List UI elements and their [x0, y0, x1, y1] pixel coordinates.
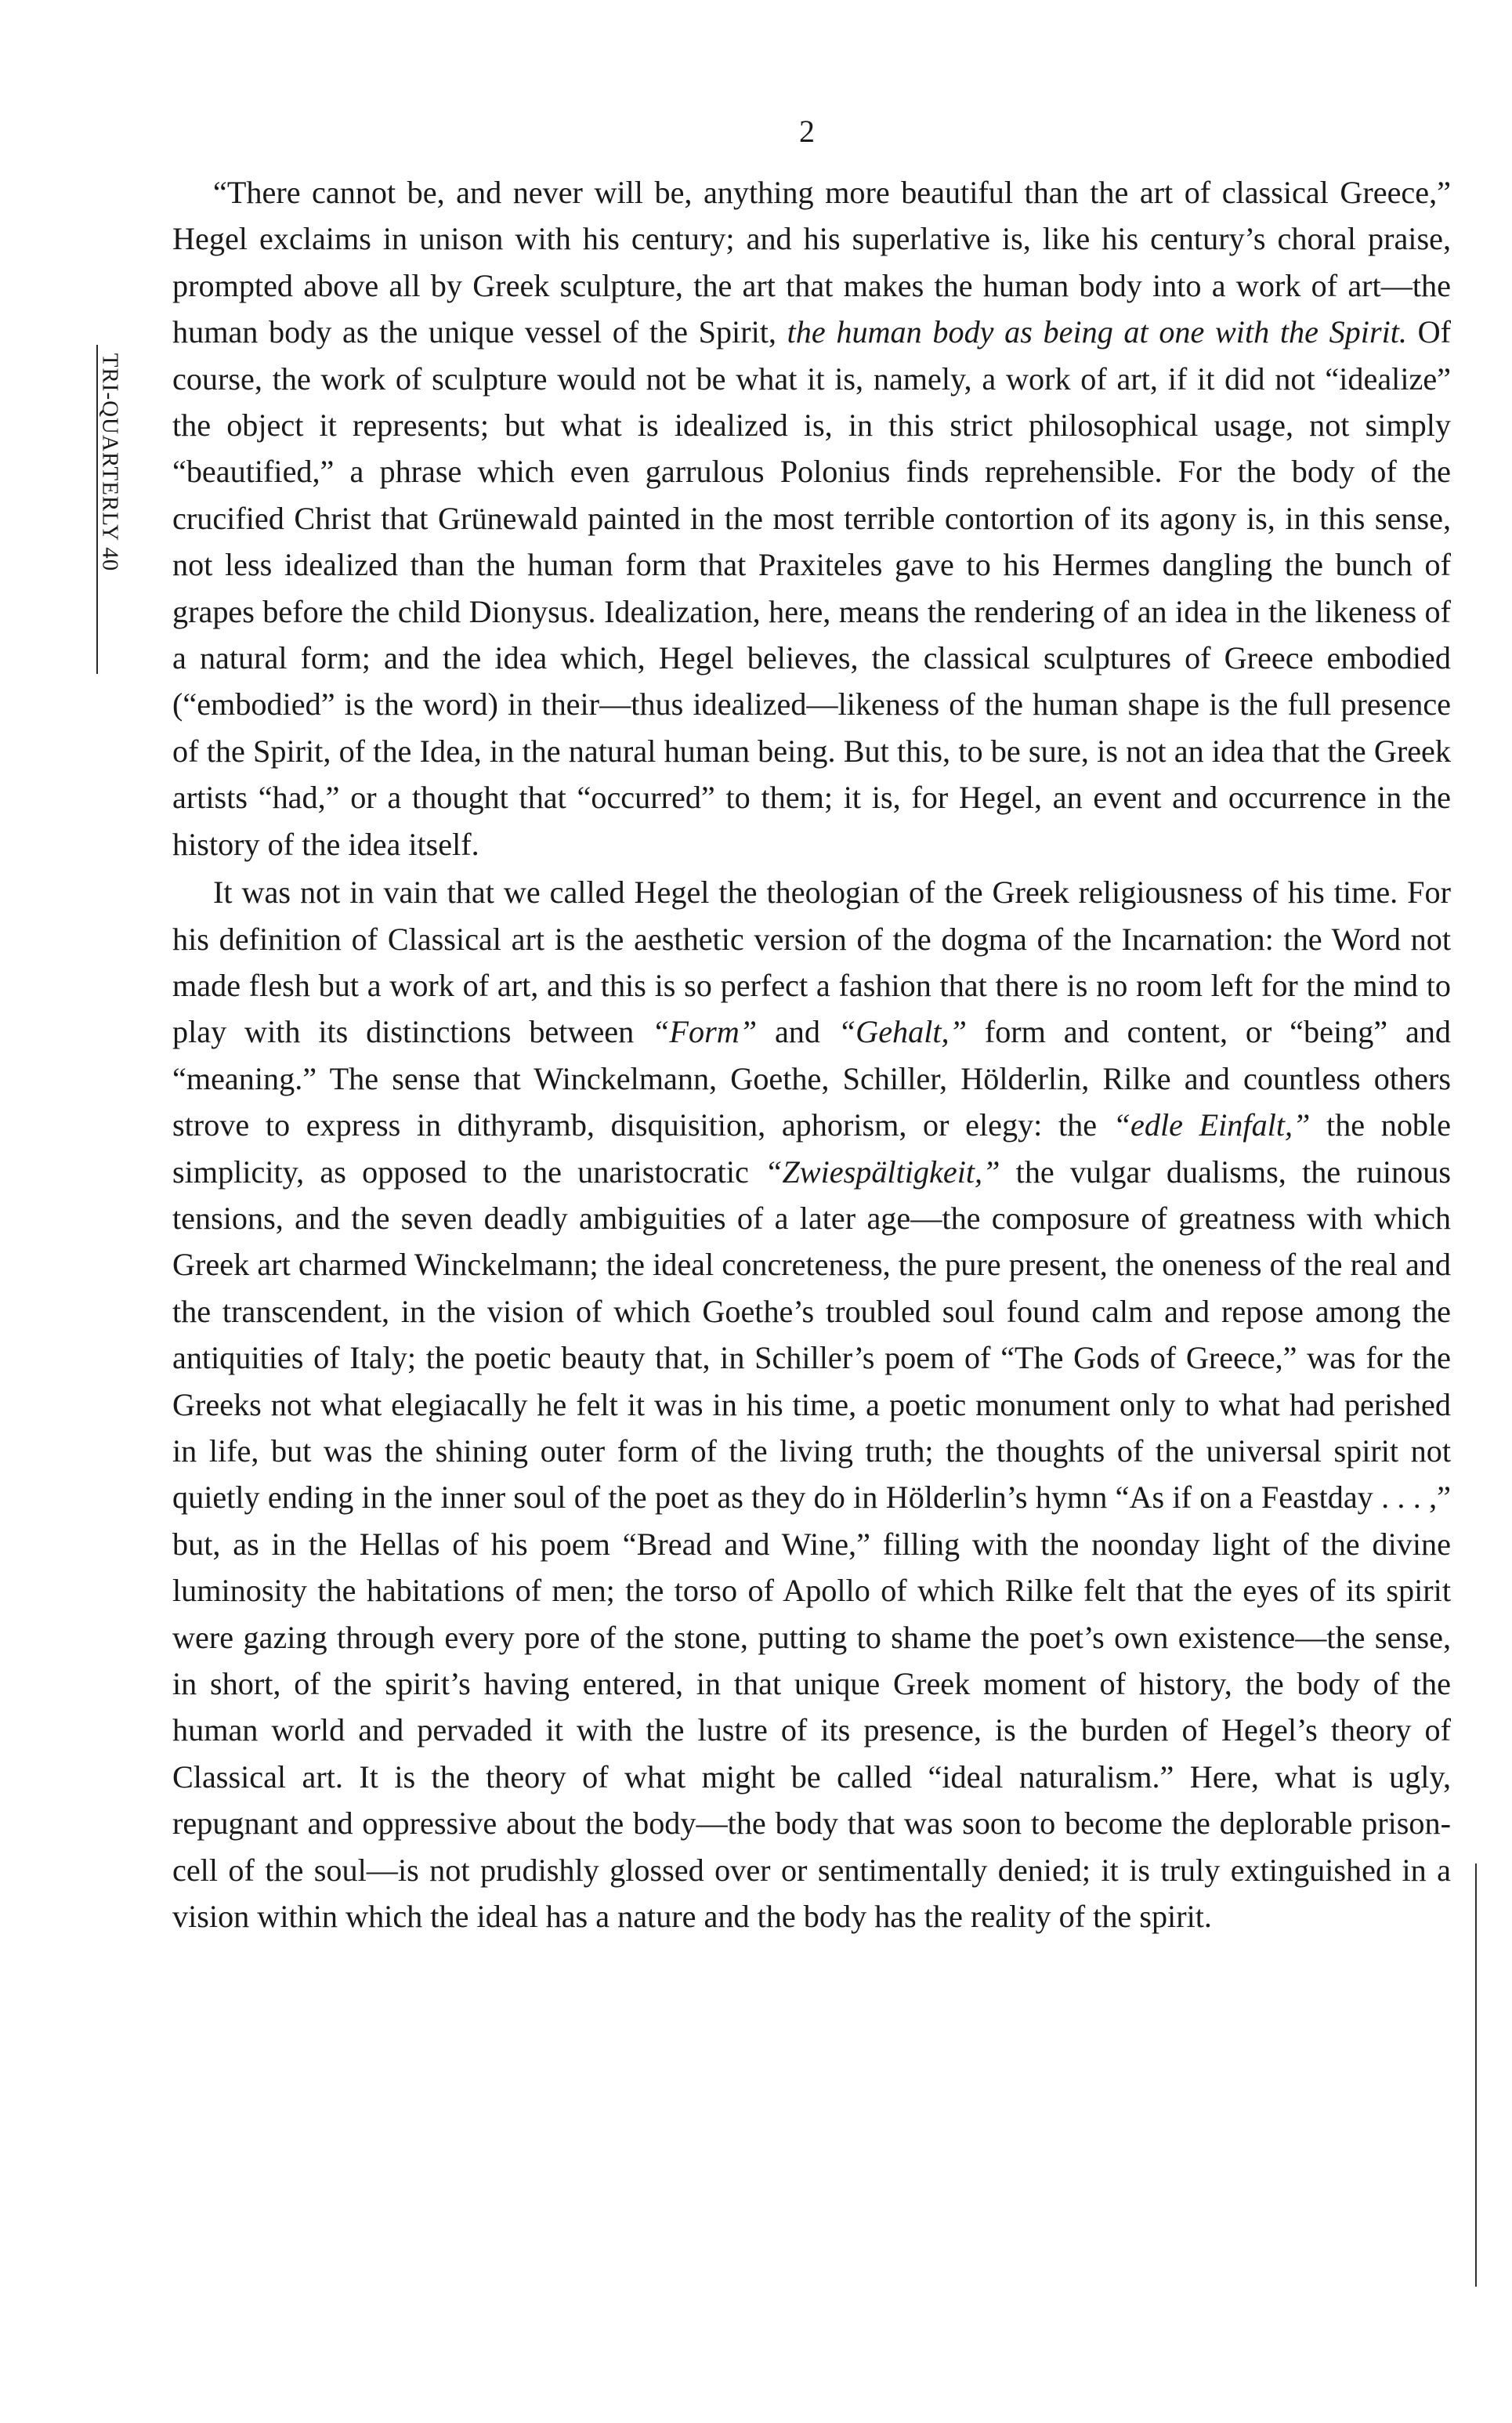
italic-segment: “edle Einfalt,” — [1112, 1107, 1311, 1143]
running-header: TRI-QUARTERLY 40 — [97, 353, 123, 572]
italic-segment: “Zwiespältigkeit,” — [765, 1154, 1000, 1190]
margin-bar — [1475, 1863, 1477, 2287]
article-body — [172, 169, 1451, 1939]
page-number: 2 — [799, 114, 815, 149]
paragraph-1 — [172, 169, 1451, 867]
header-rule — [96, 345, 98, 674]
paragraph-2 — [172, 869, 1451, 1939]
text-segment: “There cannot be, and never will be, anything more beautiful than the art of classical Greece,” Hegel exclaims in unison with his century; and his superlative is, like his century’s choral praise, prompted above all by Greek sculpture, the art that makes the human body into a work of art—the human body as the unique vessel of the Spirit, — [172, 175, 1451, 350]
text-segment: the vulgar dualisms, the ruinous tensions, and the seven deadly ambiguities of a later age—the composure of greatness with which Greek art charmed Winckelmann; the ideal concreteness, the pure present, the oneness of the real and the transcendent, in the vision of which Goethe’s troubled soul found calm and repose among the antiquities of Italy; the poetic beauty that, in Schiller’s poem of “The Gods of Greece,” was for the Greeks not what elegiacally he felt it was in his time, a poetic monument only to what had perished in life, but was the shining outer form of the living truth; the thoughts of the universal spirit not quietly ending in the inner soul of the poet as they do in Hölderlin’s hymn “As if on a Feastday . . . ,” but, as in the Hellas of his poem “Bread and Wine,” filling with the noonday light of the divine luminosity the habitations of men; the torso of Apollo of which Rilke felt that the eyes of its spirit were gazing through every pore of the stone, putting to shame the poet’s own existence—the sense, in short, of the spirit’s having entered, in that unique Greek moment of history, the body of the human world and pervaded it with the lustre of its presence, is the burden of Hegel’s theory of Classical art. It is the theory of what might be called “ideal naturalism.” Here, what is ugly, repugnant and oppressive about the body—the body that was soon to become the deplorable prison-cell of the soul—is not prudishly glossed over or sentimentally denied; it is truly extinguished in a vision within which the ideal has a nature and the body has the reality of the spirit. — [172, 1154, 1451, 1935]
text-segment: the noble simplicity, as opposed to the unaristocratic — [172, 1107, 1452, 1190]
italic-segment: the human body as being at one with the Spirit. — [787, 314, 1407, 350]
text-segment: form and content, or “being” and “meaning.” The sense that Winckelmann, Goethe, Schiller, Hölderlin, Rilke and countless others strove to express in dithyramb, disquisition, aphorism, or elegy: the — [172, 1014, 1452, 1143]
italic-segment: “Gehalt,” — [837, 1014, 967, 1050]
italic-segment: “Form” — [652, 1014, 758, 1050]
text-segment: Of course, the work of sculpture would not be what it is, namely, a work of art, if it did not “idealize” the object it represents; but what is idealized is, in this strict philosophical usage, not simply “beautified,” a phrase which even garrulous Polonius finds reprehensible. For the body of the crucified Christ that Grünewald painted in the most terrible contortion of its agony is, in this sense, not less idealized than the human form that Praxiteles gave to his Hermes dangling the bunch of grapes before the child Dionysus. Idealization, here, means the rendering of an idea in the likeness of a natural form; and the idea which, Hegel believes, the classical sculptures of Greece embodied (“embodied” is the word) in their—thus idealized—likeness of the human shape is the full presence of the Spirit, of the Idea, in the natural human being. But this, to be sure, is not an idea that the Greek artists “had,” or a thought that “occurred” to them; it is, for Hegel, an event and occurrence in the history of the idea itself. — [172, 314, 1452, 862]
text-segment: It was not in vain that we called Hegel the theologian of the Greek religiousness of his time. For his definition of Classical art is the aesthetic version of the dogma of the Incarnation: the Word not made flesh but a work of art, and this is so perfect a fashion that there is no room left for the mind to play with its distinctions between — [172, 875, 1451, 1050]
text-segment: and — [757, 1014, 838, 1050]
